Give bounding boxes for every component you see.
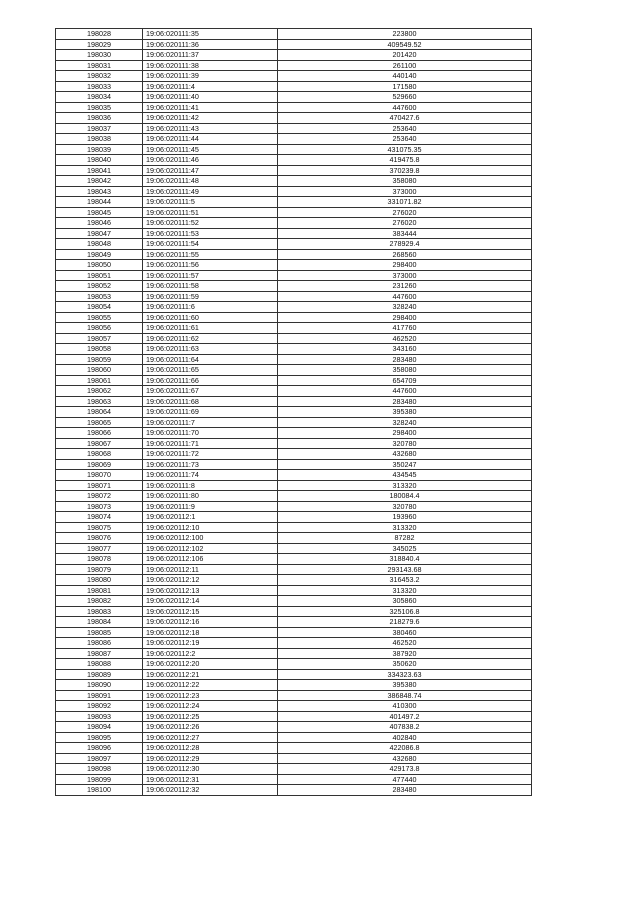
record-id-cell: 198091	[56, 690, 143, 701]
value-cell: 331071.82	[278, 197, 532, 208]
cadastral-number-cell: 19:06:020111:65	[143, 365, 278, 376]
record-id-cell: 198040	[56, 155, 143, 166]
record-id-cell: 198079	[56, 564, 143, 575]
table-row	[56, 690, 532, 701]
value-cell: 380460	[278, 627, 532, 638]
cadastral-number-cell: 19:06:020111:40	[143, 92, 278, 103]
value-cell: 298400	[278, 260, 532, 271]
table-row	[56, 165, 532, 176]
table-row	[56, 144, 532, 155]
table-row	[56, 386, 532, 397]
table-row	[56, 491, 532, 502]
cadastral-number-cell: 19:06:020111:6	[143, 302, 278, 313]
value-cell: 201420	[278, 50, 532, 61]
data-table	[55, 28, 532, 796]
value-cell: 447600	[278, 386, 532, 397]
record-id-cell: 198045	[56, 207, 143, 218]
value-cell: 407838.2	[278, 722, 532, 733]
cadastral-number-cell: 19:06:020111:41	[143, 102, 278, 113]
cadastral-number-cell: 19:06:020111:66	[143, 375, 278, 386]
cadastral-number-cell: 19:06:020111:44	[143, 134, 278, 145]
cadastral-number-cell: 19:06:020112:20	[143, 659, 278, 670]
record-id-cell: 198029	[56, 39, 143, 50]
record-id-cell: 198044	[56, 197, 143, 208]
record-id-cell: 198053	[56, 291, 143, 302]
table-row	[56, 764, 532, 775]
cadastral-number-cell: 19:06:020111:71	[143, 438, 278, 449]
cadastral-number-cell: 19:06:020112:31	[143, 774, 278, 785]
record-id-cell: 198098	[56, 764, 143, 775]
cadastral-number-cell: 19:06:020112:25	[143, 711, 278, 722]
table-row	[56, 344, 532, 355]
value-cell: 316453.2	[278, 575, 532, 586]
cadastral-number-cell: 19:06:020111:69	[143, 407, 278, 418]
cadastral-number-cell: 19:06:020111:64	[143, 354, 278, 365]
cadastral-number-cell: 19:06:020111:49	[143, 186, 278, 197]
record-id-cell: 198074	[56, 512, 143, 523]
value-cell: 231260	[278, 281, 532, 292]
cadastral-number-cell: 19:06:020112:24	[143, 701, 278, 712]
value-cell: 313320	[278, 585, 532, 596]
cadastral-number-cell: 19:06:020111:70	[143, 428, 278, 439]
cadastral-number-cell: 19:06:020111:7	[143, 417, 278, 428]
record-id-cell: 198028	[56, 29, 143, 40]
record-id-cell: 198063	[56, 396, 143, 407]
record-id-cell: 198038	[56, 134, 143, 145]
record-id-cell: 198052	[56, 281, 143, 292]
table-row	[56, 743, 532, 754]
value-cell: 320780	[278, 501, 532, 512]
value-cell: 462520	[278, 638, 532, 649]
cadastral-number-cell: 19:06:020111:45	[143, 144, 278, 155]
record-id-cell: 198096	[56, 743, 143, 754]
cadastral-number-cell: 19:06:020111:35	[143, 29, 278, 40]
table-row	[56, 291, 532, 302]
record-id-cell: 198064	[56, 407, 143, 418]
cadastral-number-cell: 19:06:020111:54	[143, 239, 278, 250]
cadastral-number-cell: 19:06:020111:55	[143, 249, 278, 260]
record-id-cell: 198099	[56, 774, 143, 785]
table-row	[56, 333, 532, 344]
record-id-cell: 198030	[56, 50, 143, 61]
table-row	[56, 396, 532, 407]
record-id-cell: 198084	[56, 617, 143, 628]
cadastral-number-cell: 19:06:020111:63	[143, 344, 278, 355]
value-cell: 276020	[278, 207, 532, 218]
cadastral-number-cell: 19:06:020112:106	[143, 554, 278, 565]
table-row	[56, 753, 532, 764]
value-cell: 223800	[278, 29, 532, 40]
table-row	[56, 428, 532, 439]
record-id-cell: 198073	[56, 501, 143, 512]
value-cell: 409549.52	[278, 39, 532, 50]
record-id-cell: 198036	[56, 113, 143, 124]
value-cell: 422086.8	[278, 743, 532, 754]
table-row	[56, 92, 532, 103]
cadastral-number-cell: 19:06:020112:13	[143, 585, 278, 596]
table-row	[56, 564, 532, 575]
table-row	[56, 459, 532, 470]
record-id-cell: 198048	[56, 239, 143, 250]
table-row	[56, 239, 532, 250]
table-row	[56, 659, 532, 670]
record-id-cell: 198062	[56, 386, 143, 397]
record-id-cell: 198092	[56, 701, 143, 712]
cadastral-number-cell: 19:06:020112:14	[143, 596, 278, 607]
cadastral-number-cell: 19:06:020112:32	[143, 785, 278, 796]
cadastral-number-cell: 19:06:020112:16	[143, 617, 278, 628]
table-row	[56, 627, 532, 638]
value-cell: 402840	[278, 732, 532, 743]
value-cell: 410300	[278, 701, 532, 712]
record-id-cell: 198088	[56, 659, 143, 670]
cadastral-number-cell: 19:06:020111:38	[143, 60, 278, 71]
cadastral-number-cell: 19:06:020112:12	[143, 575, 278, 586]
record-id-cell: 198093	[56, 711, 143, 722]
value-cell: 268560	[278, 249, 532, 260]
cadastral-number-cell: 19:06:020112:102	[143, 543, 278, 554]
cadastral-number-cell: 19:06:020111:9	[143, 501, 278, 512]
table-row	[56, 785, 532, 796]
value-cell: 383444	[278, 228, 532, 239]
record-id-cell: 198085	[56, 627, 143, 638]
cadastral-number-cell: 19:06:020111:37	[143, 50, 278, 61]
value-cell: 283480	[278, 785, 532, 796]
value-cell: 429173.8	[278, 764, 532, 775]
table-row	[56, 71, 532, 82]
table-row	[56, 417, 532, 428]
table-row	[56, 60, 532, 71]
record-id-cell: 198082	[56, 596, 143, 607]
record-id-cell: 198067	[56, 438, 143, 449]
record-id-cell: 198057	[56, 333, 143, 344]
cadastral-number-cell: 19:06:020111:39	[143, 71, 278, 82]
table-row	[56, 533, 532, 544]
cadastral-number-cell: 19:06:020111:72	[143, 449, 278, 460]
cadastral-number-cell: 19:06:020111:61	[143, 323, 278, 334]
table-row	[56, 228, 532, 239]
value-cell: 218279.6	[278, 617, 532, 628]
table-row	[56, 543, 532, 554]
cadastral-number-cell: 19:06:020112:100	[143, 533, 278, 544]
record-id-cell: 198078	[56, 554, 143, 565]
table-row	[56, 732, 532, 743]
value-cell: 253640	[278, 134, 532, 145]
record-id-cell: 198032	[56, 71, 143, 82]
record-id-cell: 198046	[56, 218, 143, 229]
value-cell: 318840.4	[278, 554, 532, 565]
record-id-cell: 198056	[56, 323, 143, 334]
value-cell: 313320	[278, 480, 532, 491]
record-id-cell: 198034	[56, 92, 143, 103]
value-cell: 350247	[278, 459, 532, 470]
record-id-cell: 198066	[56, 428, 143, 439]
table-row	[56, 554, 532, 565]
value-cell: 529660	[278, 92, 532, 103]
cadastral-number-cell: 19:06:020112:11	[143, 564, 278, 575]
table-row	[56, 522, 532, 533]
cadastral-number-cell: 19:06:020112:26	[143, 722, 278, 733]
table-row	[56, 617, 532, 628]
value-cell: 171580	[278, 81, 532, 92]
table-row	[56, 449, 532, 460]
table-row	[56, 207, 532, 218]
value-cell: 334323.63	[278, 669, 532, 680]
cadastral-number-cell: 19:06:020112:30	[143, 764, 278, 775]
cadastral-number-cell: 19:06:020111:67	[143, 386, 278, 397]
cadastral-number-cell: 19:06:020111:5	[143, 197, 278, 208]
cadastral-number-cell: 19:06:020112:27	[143, 732, 278, 743]
table-row	[56, 81, 532, 92]
value-cell: 320780	[278, 438, 532, 449]
table-row	[56, 480, 532, 491]
cadastral-number-cell: 19:06:020111:60	[143, 312, 278, 323]
cadastral-number-cell: 19:06:020111:62	[143, 333, 278, 344]
table-row	[56, 575, 532, 586]
table-row	[56, 680, 532, 691]
value-cell: 325106.8	[278, 606, 532, 617]
record-id-cell: 198072	[56, 491, 143, 502]
cadastral-number-cell: 19:06:020111:43	[143, 123, 278, 134]
cadastral-number-cell: 19:06:020111:52	[143, 218, 278, 229]
record-id-cell: 198080	[56, 575, 143, 586]
record-id-cell: 198070	[56, 470, 143, 481]
table-row	[56, 354, 532, 365]
value-cell: 395380	[278, 680, 532, 691]
cadastral-number-cell: 19:06:020111:80	[143, 491, 278, 502]
table-row	[56, 774, 532, 785]
value-cell: 180084.4	[278, 491, 532, 502]
cadastral-number-cell: 19:06:020112:19	[143, 638, 278, 649]
cadastral-number-cell: 19:06:020111:56	[143, 260, 278, 271]
value-cell: 417760	[278, 323, 532, 334]
table-row	[56, 375, 532, 386]
record-id-cell: 198065	[56, 417, 143, 428]
cadastral-number-cell: 19:06:020112:15	[143, 606, 278, 617]
table-row	[56, 365, 532, 376]
table-row	[56, 323, 532, 334]
table-row	[56, 638, 532, 649]
record-id-cell: 198059	[56, 354, 143, 365]
cadastral-number-cell: 19:06:020112:21	[143, 669, 278, 680]
value-cell: 432680	[278, 753, 532, 764]
cadastral-number-cell: 19:06:020111:48	[143, 176, 278, 187]
record-id-cell: 198047	[56, 228, 143, 239]
record-id-cell: 198069	[56, 459, 143, 470]
table-row	[56, 596, 532, 607]
record-id-cell: 198083	[56, 606, 143, 617]
value-cell: 387920	[278, 648, 532, 659]
cadastral-number-cell: 19:06:020111:46	[143, 155, 278, 166]
table-row	[56, 249, 532, 260]
table-row	[56, 123, 532, 134]
record-id-cell: 198061	[56, 375, 143, 386]
value-cell: 395380	[278, 407, 532, 418]
cadastral-number-cell: 19:06:020111:47	[143, 165, 278, 176]
table-row	[56, 669, 532, 680]
cadastral-number-cell: 19:06:020112:22	[143, 680, 278, 691]
value-cell: 373000	[278, 270, 532, 281]
cadastral-number-cell: 19:06:020111:4	[143, 81, 278, 92]
value-cell: 419475.8	[278, 155, 532, 166]
table-row	[56, 585, 532, 596]
record-id-cell: 198049	[56, 249, 143, 260]
record-id-cell: 198054	[56, 302, 143, 313]
value-cell: 370239.8	[278, 165, 532, 176]
table-row	[56, 270, 532, 281]
cadastral-number-cell: 19:06:020111:42	[143, 113, 278, 124]
table-row	[56, 606, 532, 617]
record-id-cell: 198094	[56, 722, 143, 733]
cadastral-number-cell: 19:06:020111:57	[143, 270, 278, 281]
table-row	[56, 701, 532, 712]
value-cell: 87282	[278, 533, 532, 544]
value-cell: 350620	[278, 659, 532, 670]
value-cell: 358080	[278, 365, 532, 376]
cadastral-number-cell: 19:06:020111:68	[143, 396, 278, 407]
value-cell: 401497.2	[278, 711, 532, 722]
value-cell: 253640	[278, 123, 532, 134]
record-id-cell: 198097	[56, 753, 143, 764]
cadastral-number-cell: 19:06:020111:51	[143, 207, 278, 218]
table-body	[56, 29, 532, 796]
record-id-cell: 198068	[56, 449, 143, 460]
record-id-cell: 198060	[56, 365, 143, 376]
value-cell: 345025	[278, 543, 532, 554]
record-id-cell: 198089	[56, 669, 143, 680]
record-id-cell: 198058	[56, 344, 143, 355]
value-cell: 447600	[278, 291, 532, 302]
table-row	[56, 711, 532, 722]
table-row	[56, 218, 532, 229]
table-row	[56, 134, 532, 145]
value-cell: 440140	[278, 71, 532, 82]
table-row	[56, 438, 532, 449]
cadastral-number-cell: 19:06:020111:36	[143, 39, 278, 50]
record-id-cell: 198100	[56, 785, 143, 796]
cadastral-number-cell: 19:06:020111:53	[143, 228, 278, 239]
value-cell: 462520	[278, 333, 532, 344]
table-row	[56, 512, 532, 523]
value-cell: 373000	[278, 186, 532, 197]
record-id-cell: 198076	[56, 533, 143, 544]
record-id-cell: 198087	[56, 648, 143, 659]
table-row	[56, 113, 532, 124]
table-row	[56, 407, 532, 418]
cadastral-number-cell: 19:06:020111:73	[143, 459, 278, 470]
value-cell: 283480	[278, 396, 532, 407]
record-id-cell: 198055	[56, 312, 143, 323]
table-row	[56, 155, 532, 166]
cadastral-number-cell: 19:06:020111:74	[143, 470, 278, 481]
value-cell: 293143.68	[278, 564, 532, 575]
record-id-cell: 198086	[56, 638, 143, 649]
value-cell: 432680	[278, 449, 532, 460]
value-cell: 447600	[278, 102, 532, 113]
record-id-cell: 198081	[56, 585, 143, 596]
table-row	[56, 281, 532, 292]
record-id-cell: 198035	[56, 102, 143, 113]
record-id-cell: 198033	[56, 81, 143, 92]
value-cell: 283480	[278, 354, 532, 365]
table-row	[56, 39, 532, 50]
value-cell: 278929.4	[278, 239, 532, 250]
value-cell: 193960	[278, 512, 532, 523]
value-cell: 654709	[278, 375, 532, 386]
record-id-cell: 198050	[56, 260, 143, 271]
value-cell: 261100	[278, 60, 532, 71]
cadastral-number-cell: 19:06:020111:8	[143, 480, 278, 491]
cadastral-number-cell: 19:06:020112:23	[143, 690, 278, 701]
cadastral-number-cell: 19:06:020112:2	[143, 648, 278, 659]
table-row	[56, 302, 532, 313]
record-id-cell: 198077	[56, 543, 143, 554]
cadastral-number-cell: 19:06:020111:59	[143, 291, 278, 302]
record-id-cell: 198090	[56, 680, 143, 691]
value-cell: 298400	[278, 428, 532, 439]
cadastral-number-cell: 19:06:020112:1	[143, 512, 278, 523]
cadastral-number-cell: 19:06:020112:18	[143, 627, 278, 638]
table-row	[56, 197, 532, 208]
record-id-cell: 198041	[56, 165, 143, 176]
table-row	[56, 102, 532, 113]
table-row	[56, 501, 532, 512]
cadastral-number-cell: 19:06:020112:29	[143, 753, 278, 764]
table-row	[56, 50, 532, 61]
value-cell: 276020	[278, 218, 532, 229]
value-cell: 305860	[278, 596, 532, 607]
record-id-cell: 198075	[56, 522, 143, 533]
value-cell: 343160	[278, 344, 532, 355]
table-row	[56, 722, 532, 733]
cadastral-number-cell: 19:06:020111:58	[143, 281, 278, 292]
record-id-cell: 198031	[56, 60, 143, 71]
value-cell: 470427.6	[278, 113, 532, 124]
value-cell: 298400	[278, 312, 532, 323]
record-id-cell: 198039	[56, 144, 143, 155]
record-id-cell: 198071	[56, 480, 143, 491]
record-id-cell: 198095	[56, 732, 143, 743]
value-cell: 328240	[278, 302, 532, 313]
table-row	[56, 176, 532, 187]
record-id-cell: 198042	[56, 176, 143, 187]
record-id-cell: 198043	[56, 186, 143, 197]
cadastral-number-cell: 19:06:020112:10	[143, 522, 278, 533]
table-row	[56, 29, 532, 40]
value-cell: 386848.74	[278, 690, 532, 701]
cadastral-number-cell: 19:06:020112:28	[143, 743, 278, 754]
value-cell: 313320	[278, 522, 532, 533]
table-row	[56, 260, 532, 271]
record-id-cell: 198037	[56, 123, 143, 134]
record-id-cell: 198051	[56, 270, 143, 281]
table-row	[56, 186, 532, 197]
value-cell: 328240	[278, 417, 532, 428]
table-row	[56, 648, 532, 659]
table-row	[56, 470, 532, 481]
table-row	[56, 312, 532, 323]
value-cell: 477440	[278, 774, 532, 785]
value-cell: 358080	[278, 176, 532, 187]
value-cell: 434545	[278, 470, 532, 481]
value-cell: 431075.35	[278, 144, 532, 155]
